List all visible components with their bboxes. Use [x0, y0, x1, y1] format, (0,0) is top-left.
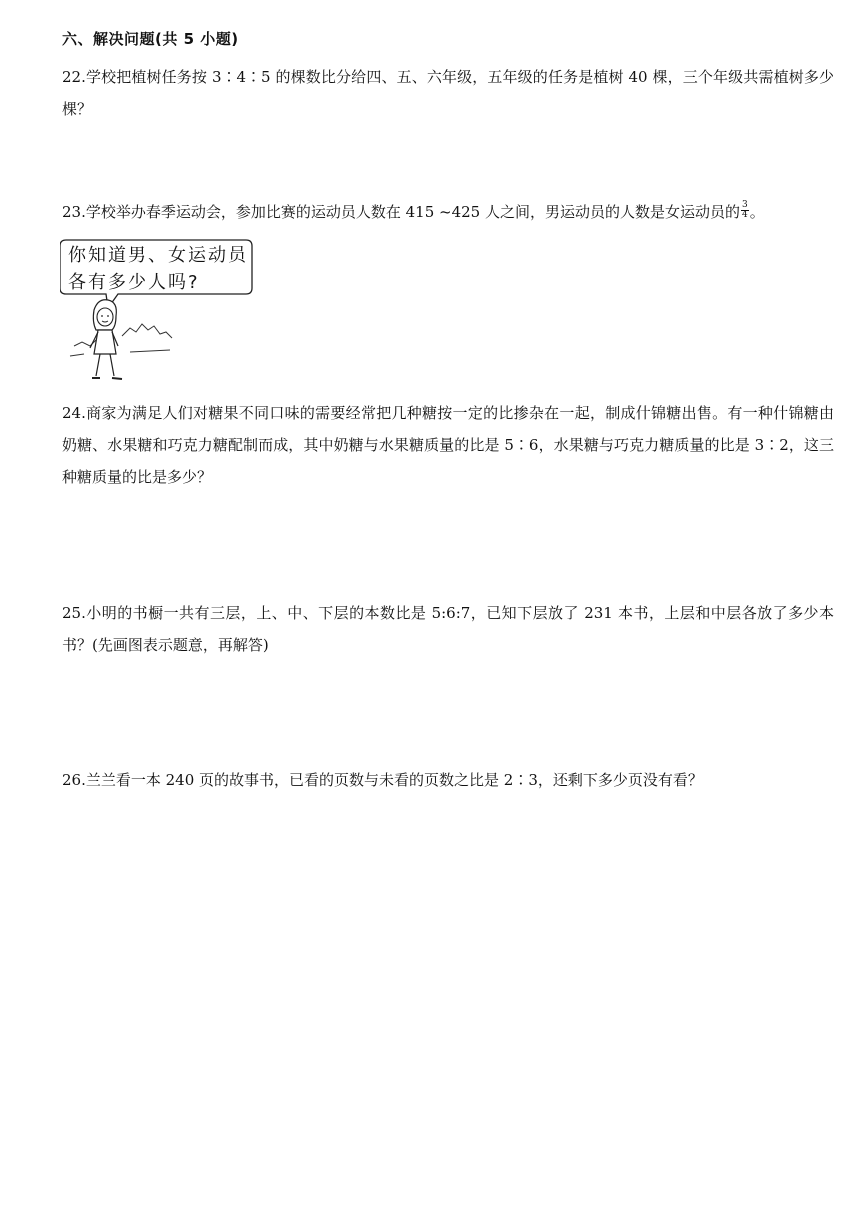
question-26: 26.兰兰看一本 240 页的故事书，已看的页数与未看的页数之比是 2∶3，还剩下多少页没有看？: [62, 771, 703, 789]
fraction-numerator: 3: [742, 199, 748, 210]
section-title: 六、解决问题(共 5 小题): [62, 30, 239, 48]
speech-bubble-text: [68, 242, 258, 296]
speech-bubble-figure: [60, 238, 260, 388]
question-24: 24.商家为满足人们对糖果不同口味的需要经常把几种糖按一定的比掺杂在一起，制成什锦糖出售。有一种什锦糖由奶糖、水果糖和巧克力糖配制而成，其中奶糖与水果糖质量的比是 5∶6，水果糖与巧克力糖质量的比是 3∶2，这三种糖质量的比是多少？: [62, 404, 834, 486]
fraction-denominator: 4: [742, 209, 748, 220]
question-23: [62, 196, 834, 228]
bubble-line-2: 各有多少人吗?: [68, 272, 200, 293]
question-23-end: 。: [749, 203, 765, 221]
fraction-three-quarters: [741, 201, 749, 220]
bubble-line-1: 你知道男、女运动员: [68, 245, 248, 266]
question-22: 22.学校把植树任务按 3∶4∶5 的棵数比分给四、五、六年级，五年级的任务是植树 40 棵，三个年级共需植树多少棵？: [62, 68, 834, 118]
question-23-text: 23.学校举办春季运动会，参加比赛的运动员人数在 415 ~425 人之间，男运动员的人数是女运动员的: [62, 203, 740, 221]
question-25: 25.小明的书橱一共有三层，上、中、下层的本数比是 5:6:7，已知下层放了 231 本书，上层和中层各放了多少本书？(先画图表示题意，再解答): [62, 604, 834, 654]
